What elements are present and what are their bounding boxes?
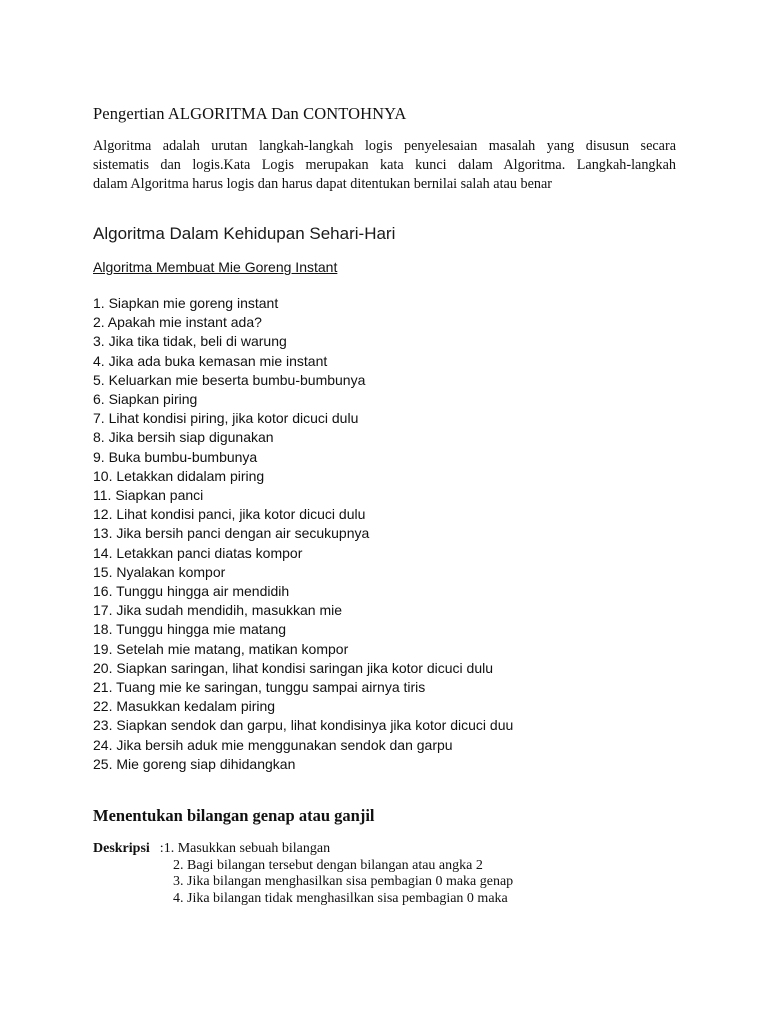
- description-row: [93, 874, 513, 891]
- list-item: 6. Siapkan piring: [93, 391, 198, 408]
- list-item: 23. Siapkan sendok dan garpu, lihat kondisinya jika kotor dicuci duu: [93, 717, 514, 734]
- list-item: 22. Masukkan kedalam piring: [93, 698, 276, 715]
- list-item: 16. Tunggu hingga air mendidih: [93, 583, 290, 600]
- list-item: 13. Jika bersih panci dengan air secukupnya: [93, 525, 370, 542]
- list-item: 15. Nyalakan kompor: [93, 563, 226, 580]
- intro-line: Algoritma adalah urutan langkah-langkah logis penyelesaian masalah yang disusun secara: [93, 138, 676, 154]
- list-item: 7. Lihat kondisi piring, jika kotor dicuci dulu: [93, 410, 359, 427]
- list-item: 19. Setelah mie matang, matikan kompor: [93, 640, 349, 657]
- list-item: 3. Jika tika tidak, beli di warung: [93, 333, 287, 350]
- description-item: 2. Bagi bilangan tersebut dengan bilangan atau angka 2: [173, 857, 483, 873]
- list-item: 4. Jika ada buka kemasan mie instant: [93, 352, 328, 369]
- description-item: 3. Jika bilangan menghasilkan sisa pembagian 0 maka genap: [173, 874, 514, 889]
- description-item: 1. Masukkan sebuah bilangan: [163, 841, 331, 856]
- description-row: [93, 841, 513, 858]
- document-title: Pengertian ALGORITMA Dan CONTOHNYA: [93, 104, 407, 123]
- list-item: 8. Jika bersih siap digunakan: [93, 429, 274, 446]
- list-item: 10. Letakkan didalam piring: [93, 467, 265, 484]
- subheading: Algoritma Membuat Mie Goreng Instant: [93, 259, 338, 275]
- list-item: 14. Letakkan panci diatas kompor: [93, 544, 303, 561]
- list-item: 5. Keluarkan mie beserta bumbu-bumbunya: [93, 371, 366, 388]
- description-separator: :: [159, 841, 164, 856]
- list-item: 25. Mie goreng siap dihidangkan: [93, 755, 296, 772]
- list-item: 21. Tuang mie ke saringan, tunggu sampai airnya tiris: [93, 679, 426, 696]
- intro-line: dalam Algoritma harus logis dan harus dapat ditentukan bernilai salah atau benar: [93, 176, 552, 192]
- list-item: 12. Lihat kondisi panci, jika kotor dicuci dulu: [93, 506, 366, 523]
- description-block: [93, 841, 513, 907]
- list-item: 17. Jika sudah mendidih, masukkan mie: [93, 602, 343, 619]
- list-item: 11. Siapkan panci: [93, 487, 204, 504]
- list-item: 9. Buka bumbu-bumbunya: [93, 448, 258, 465]
- intro-line: sistematis dan logis.Kata Logis merupakan kata kunci dalam Algoritma. Langkah-langkah: [93, 157, 676, 173]
- list-item: 24. Jika bersih aduk mie menggunakan sendok dan garpu: [93, 736, 453, 753]
- list-item: 1. Siapkan mie goreng instant: [93, 295, 279, 311]
- intro-paragraph: [93, 137, 676, 194]
- list-item: 18. Tunggu hingga mie matang: [93, 621, 287, 638]
- description-row: [93, 891, 513, 908]
- section2-heading: Menentukan bilangan genap atau ganjil: [93, 806, 375, 825]
- steps-list: [93, 294, 513, 774]
- description-item: 4. Jika bilangan tidak menghasilkan sisa pembagian 0 maka: [173, 890, 508, 906]
- list-item: 20. Siapkan saringan, lihat kondisi saringan jika kotor dicuci dulu: [93, 659, 494, 676]
- description-row: [93, 858, 513, 875]
- section-heading: Algoritma Dalam Kehidupan Sehari-Hari: [93, 224, 396, 243]
- list-item: 2. Apakah mie instant ada?: [93, 314, 262, 331]
- description-label: Deskripsi: [93, 841, 150, 856]
